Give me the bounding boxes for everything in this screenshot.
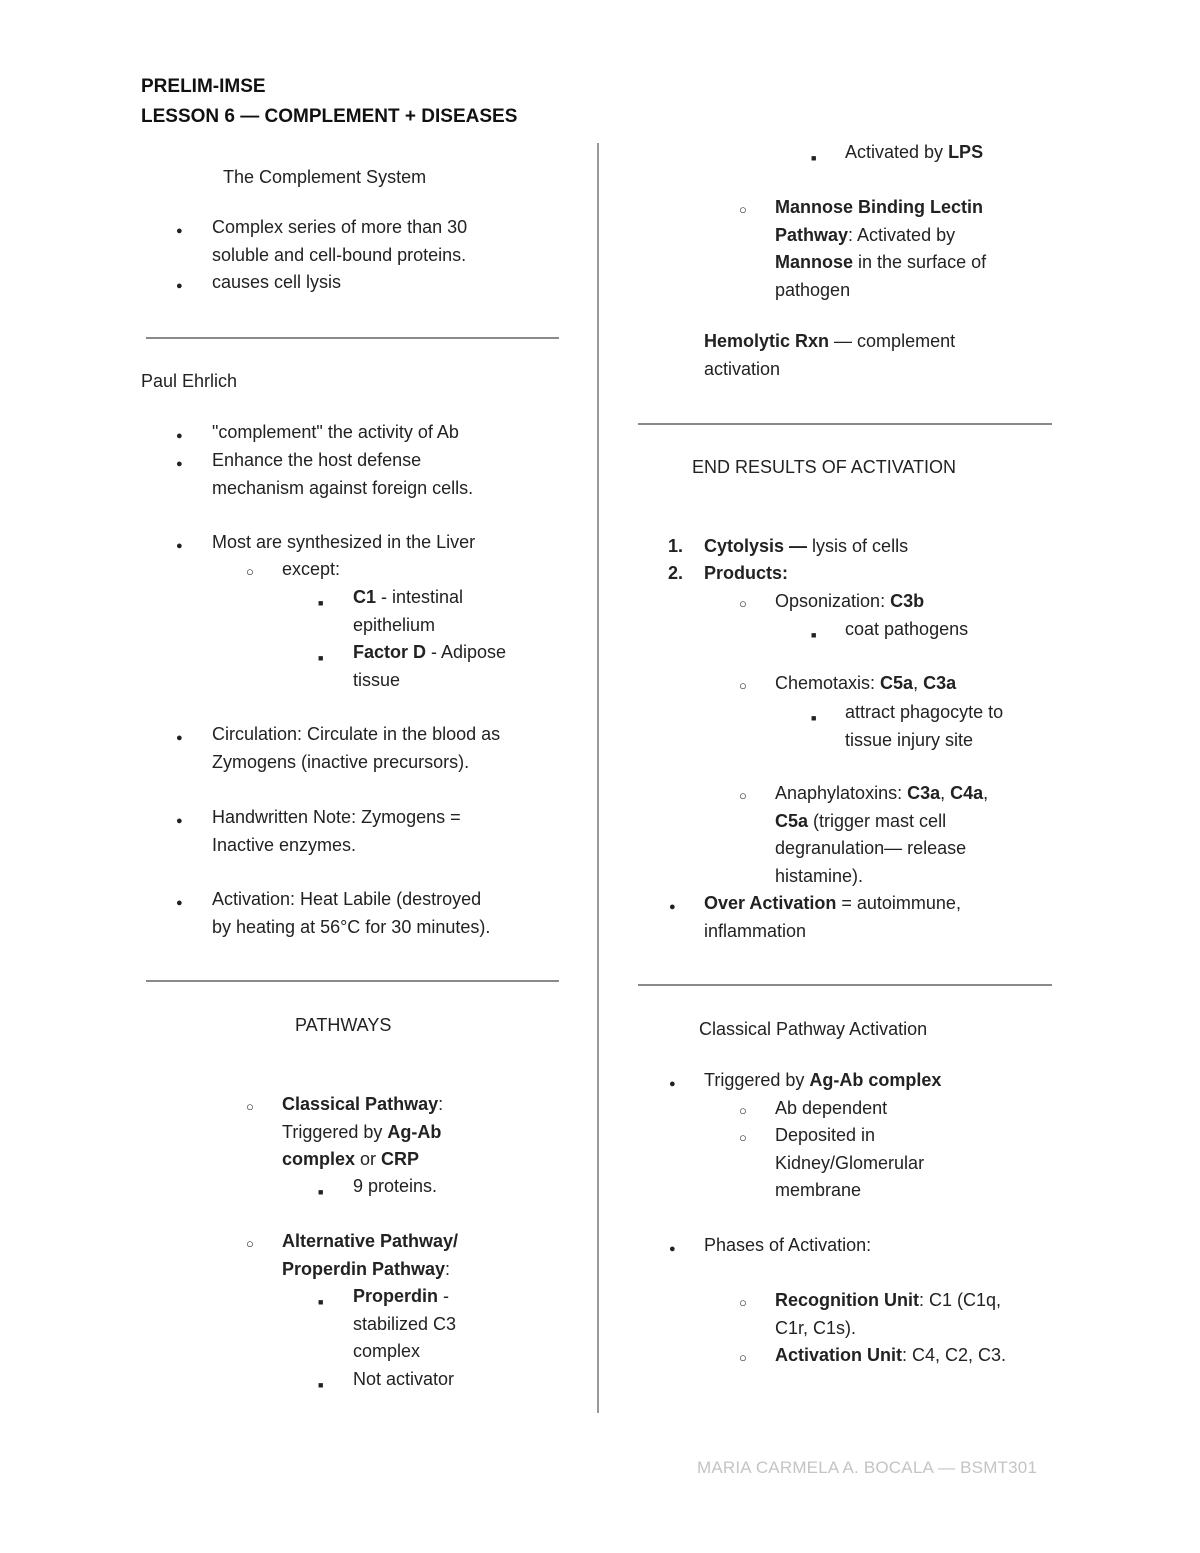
list-item: Alternative Pathway/ Properdin Pathway:: [282, 1231, 459, 1279]
bullet-icon: [669, 1069, 676, 1099]
hemolytic-note: Hemolytic Rxn — complement activation: [704, 331, 956, 379]
circle-bullet-icon: [739, 1124, 747, 1152]
square-bullet-icon: [318, 588, 323, 618]
list-item: Products:: [704, 563, 789, 583]
bullet-icon: [176, 216, 183, 246]
list-item: coat pathogens: [845, 619, 969, 639]
section-title-pathways: PATHWAYS: [295, 1015, 392, 1035]
list-item: Not activator: [353, 1369, 455, 1389]
list-item: Mannose Binding Lectin Pathway: Activated by Mannose in the surface of pathogen: [775, 197, 987, 300]
circle-bullet-icon: [246, 1093, 254, 1121]
square-bullet-icon: [318, 1177, 323, 1207]
list-item: Phases of Activation:: [704, 1235, 872, 1255]
bullet-icon: [176, 723, 183, 753]
section-divider: [146, 337, 559, 339]
circle-bullet-icon: [739, 590, 747, 618]
list-item: Factor D - Adipose tissue: [353, 642, 507, 690]
list-number: 2.: [668, 563, 684, 583]
list-item: Chemotaxis: C5a, C3a: [775, 673, 957, 693]
list-item: Circulation: Circulate in the blood as Zymogens (inactive precursors).: [212, 724, 501, 772]
list-item: "complement" the activity of Ab: [212, 422, 459, 442]
list-item: Cytolysis — lysis of cells: [704, 536, 909, 556]
section-divider: [638, 984, 1052, 986]
bullet-icon: [176, 888, 183, 918]
list-item: 9 proteins.: [353, 1176, 438, 1196]
bullet-icon: [669, 1234, 676, 1264]
section-divider: [146, 980, 559, 982]
list-item: Triggered by Ag-Ab complex: [704, 1070, 942, 1090]
list-item: Activated by LPS: [845, 142, 984, 162]
list-item: C1 - intestinal epithelium: [353, 587, 464, 635]
section-divider: [638, 423, 1052, 425]
list-item: Handwritten Note: Zymogens = Inactive enzymes.: [212, 807, 461, 855]
circle-bullet-icon: [739, 196, 747, 224]
list-number: 1.: [668, 536, 684, 556]
circle-bullet-icon: [739, 672, 747, 700]
document-header: [141, 72, 517, 132]
bullet-icon: [176, 271, 183, 301]
list-item: Activation: Heat Labile (destroyed by heating at 56°C for 30 minutes).: [212, 889, 491, 937]
square-bullet-icon: [811, 143, 816, 173]
section-title-end-results: END RESULTS OF ACTIVATION: [692, 457, 957, 477]
list-item: Opsonization: C3b: [775, 591, 925, 611]
list-item: Deposited in Kidney/Glomerular membrane: [775, 1125, 925, 1200]
circle-bullet-icon: [739, 782, 747, 810]
square-bullet-icon: [318, 643, 323, 673]
circle-bullet-icon: [739, 1097, 747, 1125]
list-item: Enhance the host defense mechanism against foreign cells.: [212, 450, 474, 498]
list-item: Complex series of more than 30 soluble and cell-bound proteins.: [212, 217, 468, 265]
square-bullet-icon: [811, 620, 816, 650]
square-bullet-icon: [318, 1370, 323, 1400]
list-item: Over Activation = autoimmune, inflammation: [704, 893, 961, 941]
list-item: Properdin - stabilized C3 complex: [353, 1286, 457, 1361]
column-divider: [597, 143, 599, 1413]
list-item: attract phagocyte to tissue injury site: [845, 702, 1004, 750]
bullet-icon: [176, 421, 183, 451]
bullet-icon: [176, 449, 183, 479]
list-item: Classical Pathway: Triggered by Ag-Ab complex or CRP: [282, 1094, 444, 1169]
list-item: except:: [282, 559, 341, 579]
square-bullet-icon: [318, 1287, 323, 1317]
list-item: Most are synthesized in the Liver: [212, 532, 476, 552]
circle-bullet-icon: [246, 1230, 254, 1258]
course-title: PRELIM-IMSE: [141, 76, 266, 97]
circle-bullet-icon: [739, 1289, 747, 1317]
circle-bullet-icon: [739, 1344, 747, 1372]
list-item: Anaphylatoxins: C3a, C4a, C5a (trigger mast cell degranulation— release histamine).: [775, 783, 989, 886]
bullet-icon: [176, 806, 183, 836]
circle-bullet-icon: [246, 558, 254, 586]
lesson-title: LESSON 6 — COMPLEMENT + DISEASES: [141, 106, 518, 127]
section-title-complement-system: The Complement System: [223, 167, 427, 187]
list-item: Recognition Unit: C1 (C1q, C1r, C1s).: [775, 1290, 1002, 1338]
list-item: Ab dependent: [775, 1098, 888, 1118]
list-item: causes cell lysis: [212, 272, 342, 292]
square-bullet-icon: [811, 703, 816, 733]
section-title-classical-pathway-activation: Classical Pathway Activation: [699, 1019, 928, 1039]
author-footer: MARIA CARMELA A. BOCALA — BSMT301: [697, 1458, 1038, 1477]
section-title-paul-ehrlich: Paul Ehrlich: [141, 371, 238, 391]
bullet-icon: [176, 531, 183, 561]
list-item: Activation Unit: C4, C2, C3.: [775, 1345, 1007, 1365]
bullet-icon: [669, 892, 676, 922]
